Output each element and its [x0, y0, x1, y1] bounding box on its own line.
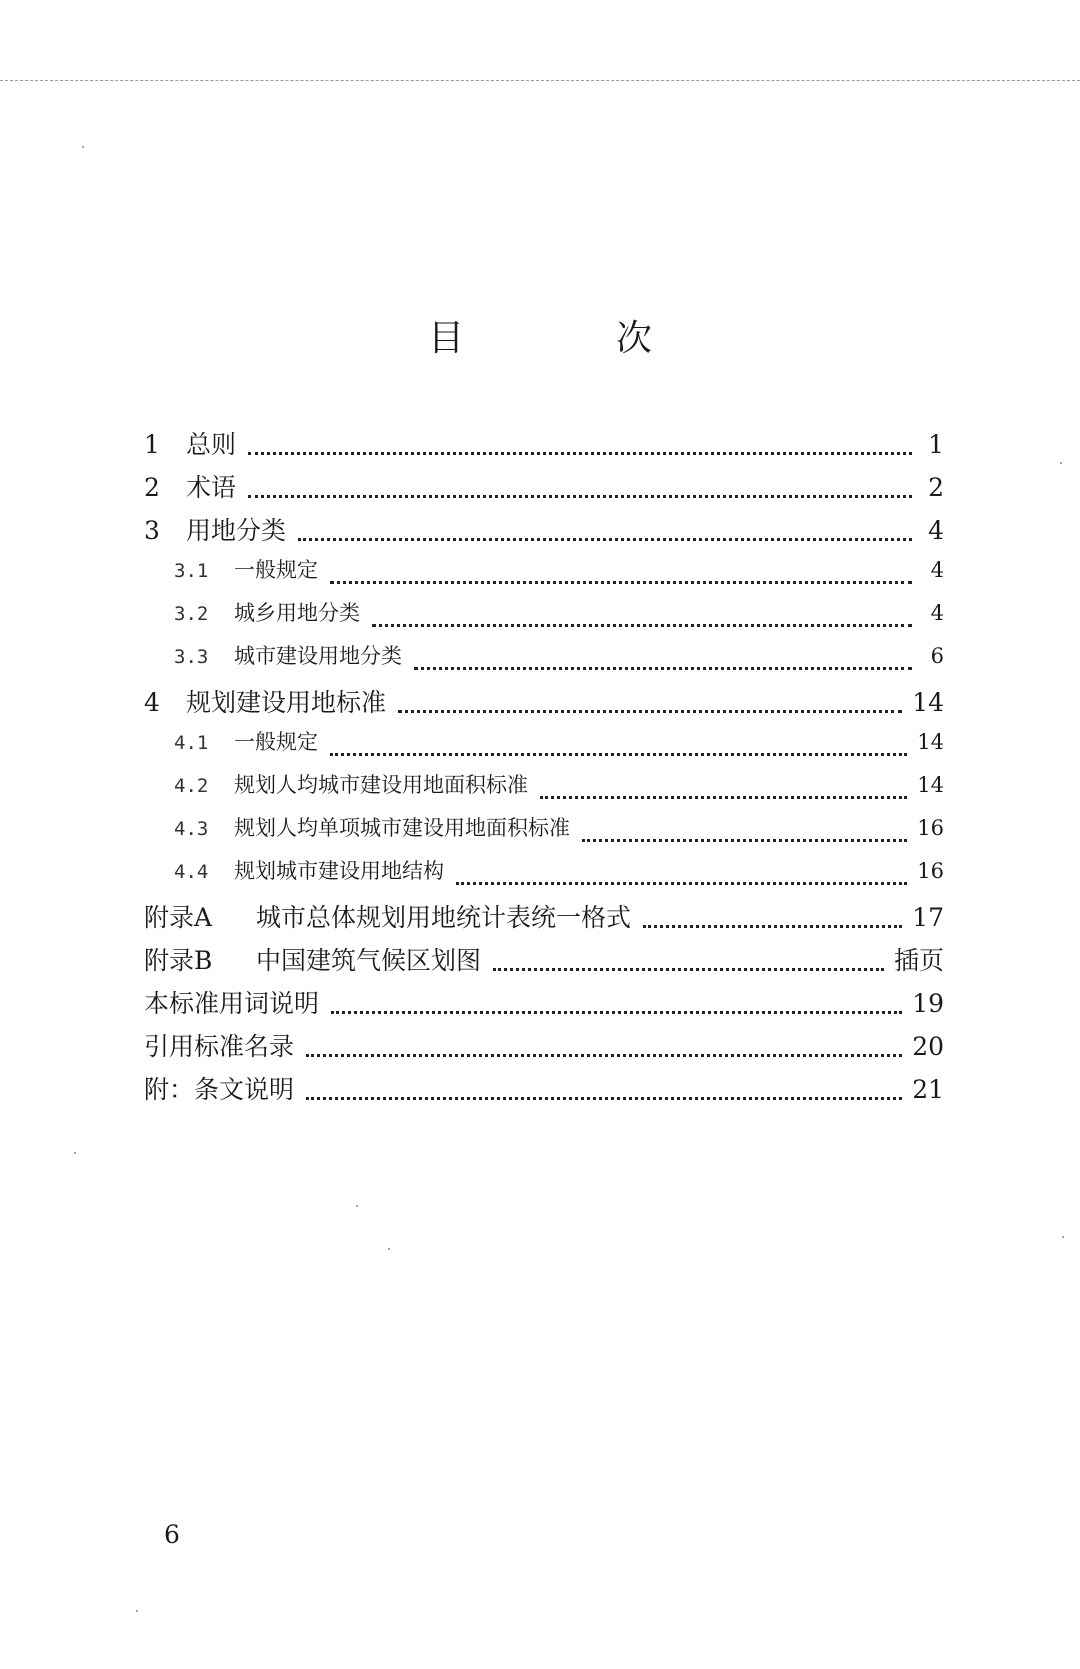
toc-entry-page: 4	[930, 558, 944, 582]
toc-entry-title: 城市总体规划用地统计表统一格式	[256, 903, 632, 932]
toc-entry-page: 1	[928, 430, 944, 459]
toc-entry-title: 中国建筑气候区划图	[256, 946, 482, 975]
toc-entry-title: 城市建设用地分类	[234, 644, 402, 668]
toc-dot-leader	[248, 452, 912, 455]
toc-entry-title: 术语	[186, 473, 237, 502]
toc-subentry[interactable]	[144, 554, 944, 597]
toc-entry[interactable]	[144, 941, 944, 984]
scan-speck	[1060, 462, 1062, 464]
toc-entry[interactable]	[144, 1027, 944, 1070]
toc-dot-leader	[298, 538, 912, 541]
toc-dot-leader	[414, 667, 912, 670]
scan-speck	[74, 1152, 76, 1154]
toc-entry-title: 城乡用地分类	[234, 601, 360, 625]
toc-entry[interactable]	[144, 683, 944, 726]
toc-entry-number: 1	[144, 430, 160, 459]
toc-subentry[interactable]	[144, 726, 944, 769]
scan-top-border	[0, 80, 1080, 81]
toc-entry-title: 规划人均单项城市建设用地面积标准	[234, 816, 570, 840]
scan-speck	[1062, 1236, 1064, 1238]
scan-speck	[356, 1205, 358, 1207]
toc-entry-page: 19	[912, 989, 944, 1018]
toc-entry-title: 规划建设用地标准	[186, 688, 387, 717]
scan-speck	[388, 1248, 390, 1250]
toc-entry-title: 本标准用词说明	[144, 989, 320, 1018]
toc-entry-number: 4.2	[174, 775, 209, 797]
toc-entry-page: 17	[912, 903, 944, 932]
toc-entry-title: 用地分类	[186, 516, 287, 545]
toc-dot-leader	[330, 581, 912, 584]
toc-entry-page: 14	[917, 773, 944, 797]
toc-dot-leader	[540, 796, 907, 799]
toc-entry[interactable]	[144, 984, 944, 1027]
toc-entry-number: 2	[144, 473, 160, 502]
toc-subentry[interactable]	[144, 597, 944, 640]
toc-dot-leader	[643, 925, 902, 928]
toc-entry-title: 规划人均城市建设用地面积标准	[234, 773, 528, 797]
toc-dot-leader	[456, 882, 907, 885]
toc-entry-page: 2	[928, 473, 944, 502]
toc-subentry[interactable]	[144, 855, 944, 898]
toc-entry-number: 附录A	[144, 903, 213, 932]
toc-entry-number: 4.3	[174, 818, 209, 840]
toc-entry-title: 总则	[186, 430, 237, 459]
scan-speck	[136, 1610, 138, 1612]
toc-entry[interactable]	[144, 1070, 944, 1113]
toc-dot-leader	[248, 495, 912, 498]
toc-entry-page: 14	[912, 688, 944, 717]
toc-entry-page: 插页	[893, 946, 944, 975]
toc-entry[interactable]	[144, 425, 944, 468]
toc-dot-leader	[372, 624, 912, 627]
toc-entry-page: 20	[912, 1032, 944, 1061]
toc-entry-page: 21	[912, 1075, 944, 1104]
toc-entry-number: 附录B	[144, 946, 213, 975]
toc-subentry[interactable]	[144, 812, 944, 855]
toc-subentry[interactable]	[144, 769, 944, 812]
toc-entry-number: 3.3	[174, 646, 209, 668]
toc-entry-page: 6	[930, 644, 944, 668]
toc-entry-number: 3.1	[174, 560, 209, 582]
toc-entry-page: 14	[917, 730, 944, 754]
toc-entry[interactable]	[144, 468, 944, 511]
toc-dot-leader	[306, 1097, 902, 1100]
toc-entry-title: 一般规定	[234, 730, 318, 754]
toc-entry-number: 4	[144, 688, 160, 717]
toc-dot-leader	[398, 710, 902, 713]
toc-entry-number: 3.2	[174, 603, 209, 625]
toc-entry-page: 4	[930, 601, 944, 625]
toc-entry-page: 16	[917, 859, 944, 883]
toc-dot-leader	[330, 753, 907, 756]
page-title: 目 次	[427, 318, 710, 359]
toc-entry[interactable]	[144, 511, 944, 554]
table-of-contents	[144, 425, 944, 1113]
toc-entry-number: 4.4	[174, 861, 209, 883]
toc-dot-leader	[306, 1054, 902, 1057]
toc-dot-leader	[331, 1011, 902, 1014]
toc-entry-number: 3	[144, 516, 160, 545]
toc-entry-number: 4.1	[174, 732, 209, 754]
toc-subentry[interactable]	[144, 640, 944, 683]
toc-entry-page: 16	[917, 816, 944, 840]
page-number: 6	[164, 1520, 180, 1549]
toc-entry-title: 规划城市建设用地结构	[234, 859, 444, 883]
toc-entry-title: 引用标准名录	[144, 1032, 295, 1061]
scan-speck	[82, 146, 84, 148]
toc-dot-leader	[493, 968, 884, 971]
toc-entry-title: 一般规定	[234, 558, 318, 582]
toc-entry[interactable]	[144, 898, 944, 941]
toc-dot-leader	[582, 839, 907, 842]
toc-entry-page: 4	[928, 516, 944, 545]
toc-entry-title: 附：条文说明	[144, 1075, 295, 1104]
